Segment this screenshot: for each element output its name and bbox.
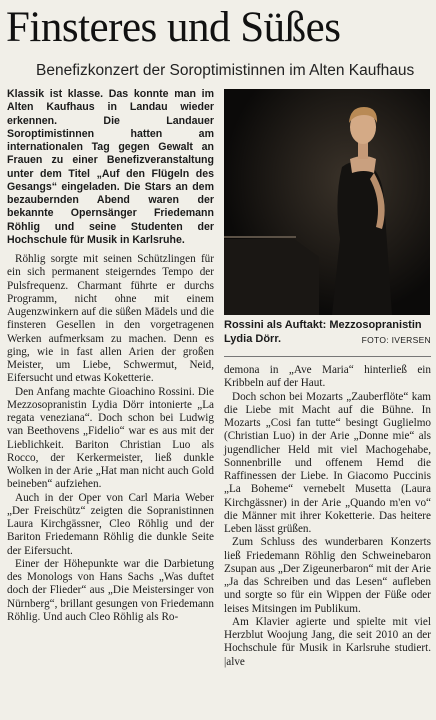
photo-credit: FOTO: IVERSEN [361, 334, 431, 345]
text-column-right [224, 364, 431, 669]
article-subtitle: Benefizkonzert der Soroptimistinnen im Alten Kaufhaus [36, 62, 415, 79]
body-paragraph: Auch in der Oper von Carl Maria Weber „Der Freischütz“ zeigten die Sopranistinnen Laura Kirchgässner, Cleo Röhlig und der Bariton Friedemann Röhlig die dunkle Seite der Eifersucht. [7, 491, 214, 557]
body-paragraph: Zum Schluss des wunderbaren Konzerts ließ Friedemann Röhlig den Schweinebaron Zsupan aus „Der Zigeunerbaron“ mit der Arie „Ja das Schreiben und das Lesen“ aufleben und sorgte so für ein Wippen der Füße oder leises Mitsingen im Publikum. [224, 536, 431, 615]
body-paragraph: Am Klavier agierte und spielte mit viel Herzblut Woojung Jang, die seit 2010 an der Hochschule für Musik in Karlsruhe studiert. |alve [224, 615, 431, 668]
article-title: Finsteres und Süßes [6, 4, 341, 51]
body-paragraph: demona in „Ave Maria“ hinterließ ein Kribbeln auf der Haut. [224, 364, 431, 390]
lead-paragraph: Klassik ist klasse. Das konnte man im Alten Kaufhaus in Landau wieder erkennen. Die Landauer Soroptimistinnen hatten am internationalen Tag gegen Gewalt an Frauen zu einer Benefizveranstaltung unter dem Titel „Auf den Flügeln des Gesangs“ eingeladen. Die Stars an dem bezaubernden Abend waren der bekannte Opernsänger Friedemann Röhlig und seine Studenten der Hochschule für Musik in Karlsruhe. [7, 88, 214, 246]
singer-illustration [224, 89, 430, 315]
caption-divider [224, 356, 431, 357]
body-paragraph: Doch schon bei Mozarts „Zauberflöte“ kam die Liebe mit Macht auf die Bühne. In Mozarts „Cosi fan tutte“ besingt Guglielmo (Christian Luo) in der Arie „Donne mie“ als jugendlicher Held mit viel Machogehabe, Sonnenbrille und offenem Hemd die Raffinessen der Liebe. In Giacomo Puccinis „La Boheme“ vernebelt Musetta (Laura Kirchgässner) in der Arie „Quando m'en vo“ die Männer mit ihrer Koketterie. Das heitere Leben lässt grüßen. [224, 390, 431, 535]
body-paragraph: Einer der Höhepunkte war die Darbietung des Monologs von Hans Sachs „Was duftet doch der Flieder“ aus „Die Meistersinger von Nürnberg“, brillant gesungen von Friedemann Röhlig. Und auch Cleo Röhlig als Ro- [7, 557, 214, 623]
singer-photo [224, 89, 430, 315]
text-column-left [7, 88, 214, 624]
body-paragraph: Röhlig sorgte mit seinen Schützlingen für ein sich permanent steigerndes Tempo der Pulsfrequenz. Charmant führte er durchs Programm, nicht ohne mit einem Augenzwinkern auf die süßen Mädels und die finsteren Gesellen in den vorgetragenen Werken aufmerksam zu machen. Denn es ging, wie in fast allen Arien der großen Meister, um Liebe, Schwermut, Neid, Eifersucht und etwas Koketterie. [7, 253, 214, 385]
body-paragraph: Den Anfang machte Gioachino Rossini. Die Mezzosopranistin Lydia Dörr intonierte „La regata veneziana“. Doch schon bei Ludwig van Beethovens „Fidelio“ war es aus mit der Lieblichkeit. Bariton Christian Luo als Rocco, der Kerkermeister, ließ dunkle Wolken in der Arie „Hat man nicht auch Gold beineben“ aufziehen. [7, 385, 214, 491]
photo-caption [224, 319, 431, 347]
caption-text: Rossini als Auftakt: Mezzosopranistin Lydia Dörr. [224, 319, 422, 345]
